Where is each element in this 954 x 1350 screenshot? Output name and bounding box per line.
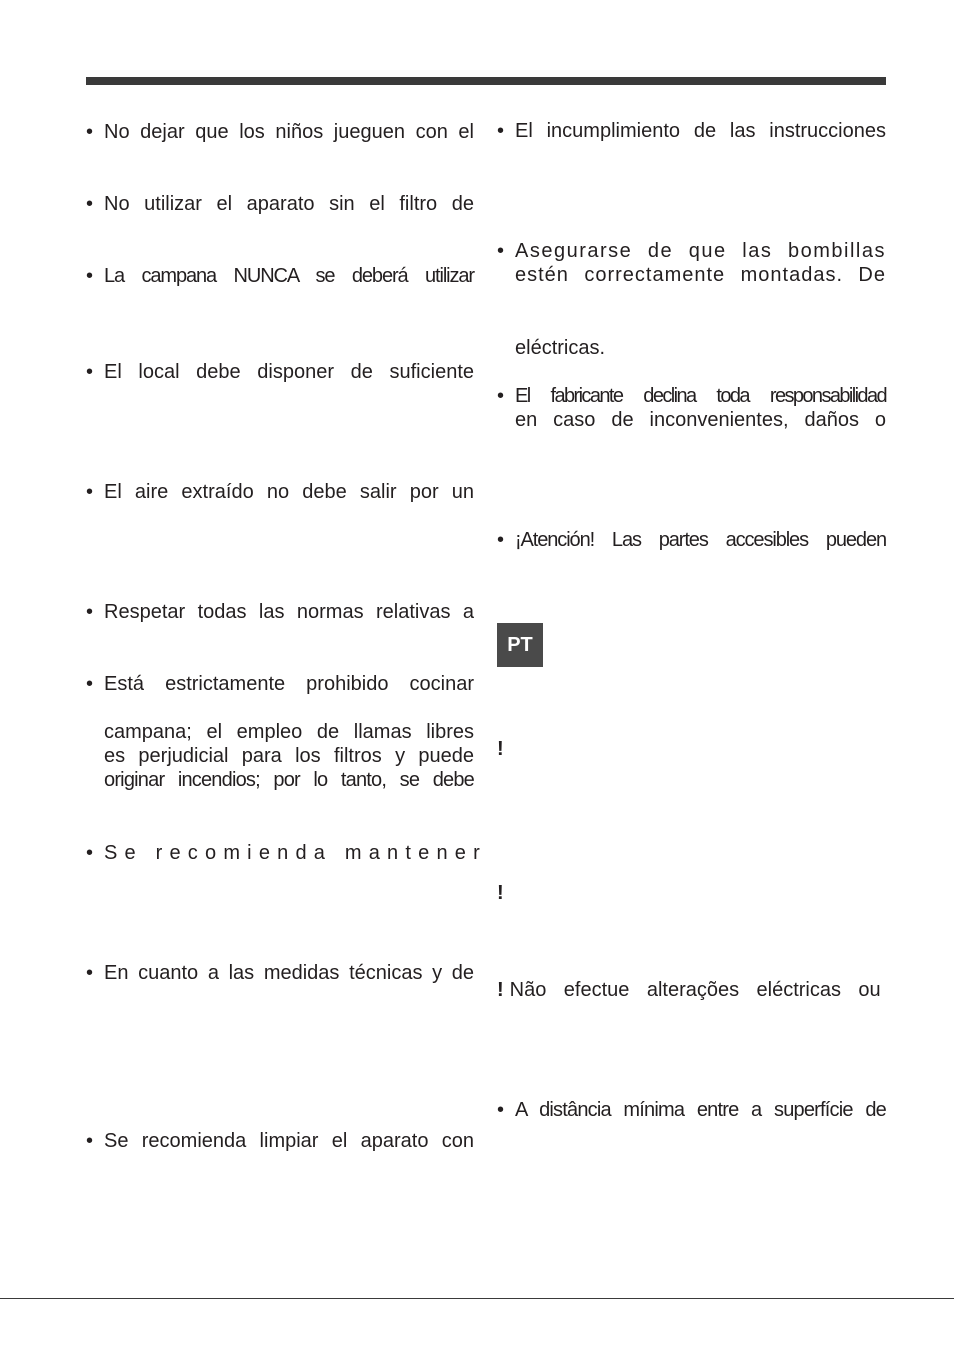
header-rule xyxy=(86,77,886,85)
warning-note xyxy=(497,978,886,1002)
list-item xyxy=(86,1129,474,1153)
text-line: es perjudicial para los filtros y puede xyxy=(104,745,474,767)
bullet: • xyxy=(86,962,94,984)
item-text: No utilizar el aparato sin el filtro de xyxy=(104,193,474,215)
paragraph-continuation: eléctricas. xyxy=(515,337,606,359)
list-item xyxy=(497,239,886,287)
text-line: estén correctamente montadas. De xyxy=(515,264,886,286)
bullet: • xyxy=(86,842,94,864)
list-item xyxy=(86,264,474,288)
bullet: • xyxy=(497,1099,505,1121)
item-text: Se recomienda limpiar el aparato con xyxy=(104,1130,474,1152)
warning-icon: ! xyxy=(497,738,504,760)
list-item xyxy=(497,384,886,432)
warning-icon: ! xyxy=(497,979,504,1001)
bullet: • xyxy=(497,385,505,407)
language-badge-pt: PT xyxy=(497,623,543,667)
list-item xyxy=(497,528,886,552)
warning-icon: ! xyxy=(497,882,504,904)
item-text: El local debe disponer de suficiente xyxy=(104,361,474,383)
bullet: • xyxy=(497,240,505,262)
item-text: A distância mínima entre a superfície de xyxy=(515,1099,886,1121)
list-item xyxy=(86,841,487,865)
list-item xyxy=(86,600,474,624)
bullet: • xyxy=(86,673,94,695)
item-text: El incumplimiento de las instrucciones xyxy=(515,120,886,142)
list-item xyxy=(86,961,474,985)
bullet: • xyxy=(497,120,505,142)
item-text: Está estrictamente prohibido cocinar xyxy=(104,673,474,695)
paragraph-continuation xyxy=(86,720,474,792)
list-item xyxy=(86,360,474,384)
text-line: El fabricante declina toda responsabilidad xyxy=(515,385,886,407)
bullet: • xyxy=(86,361,94,383)
list-item xyxy=(86,672,474,696)
list-item xyxy=(497,1098,886,1122)
item-text: Respetar todas las normas relativas a xyxy=(104,601,474,623)
text-line: originar incendios; por lo tanto, se debe xyxy=(104,769,474,791)
item-text: ¡Atención! Las partes accesibles pueden xyxy=(515,529,886,551)
text-line: Asegurarse de que las bombillas xyxy=(515,240,886,262)
bullet: • xyxy=(86,265,94,287)
bullet: • xyxy=(86,481,94,503)
bullet: • xyxy=(86,193,94,215)
text-line: campana; el empleo de llamas libres xyxy=(104,721,474,743)
bullet: • xyxy=(497,529,505,551)
list-item xyxy=(497,119,886,143)
list-item xyxy=(86,192,474,216)
warning-text: Não efectue alterações eléctricas ou xyxy=(509,979,881,1001)
list-item xyxy=(86,480,474,504)
list-item xyxy=(86,120,474,144)
item-text: Se recomienda mantener xyxy=(104,842,487,864)
footer-rule xyxy=(0,1298,954,1299)
item-text: En cuanto a las medidas técnicas y de xyxy=(104,962,474,984)
bullet: • xyxy=(86,1130,94,1152)
item-text: La campana NUNCA se deberá utilizar xyxy=(104,265,474,287)
item-text: No dejar que los niños jueguen con el xyxy=(104,121,474,143)
bullet: • xyxy=(86,121,94,143)
bullet: • xyxy=(86,601,94,623)
text-line: en caso de inconvenientes, daños o xyxy=(515,409,886,431)
item-text: El aire extraído no debe salir por un xyxy=(104,481,474,503)
